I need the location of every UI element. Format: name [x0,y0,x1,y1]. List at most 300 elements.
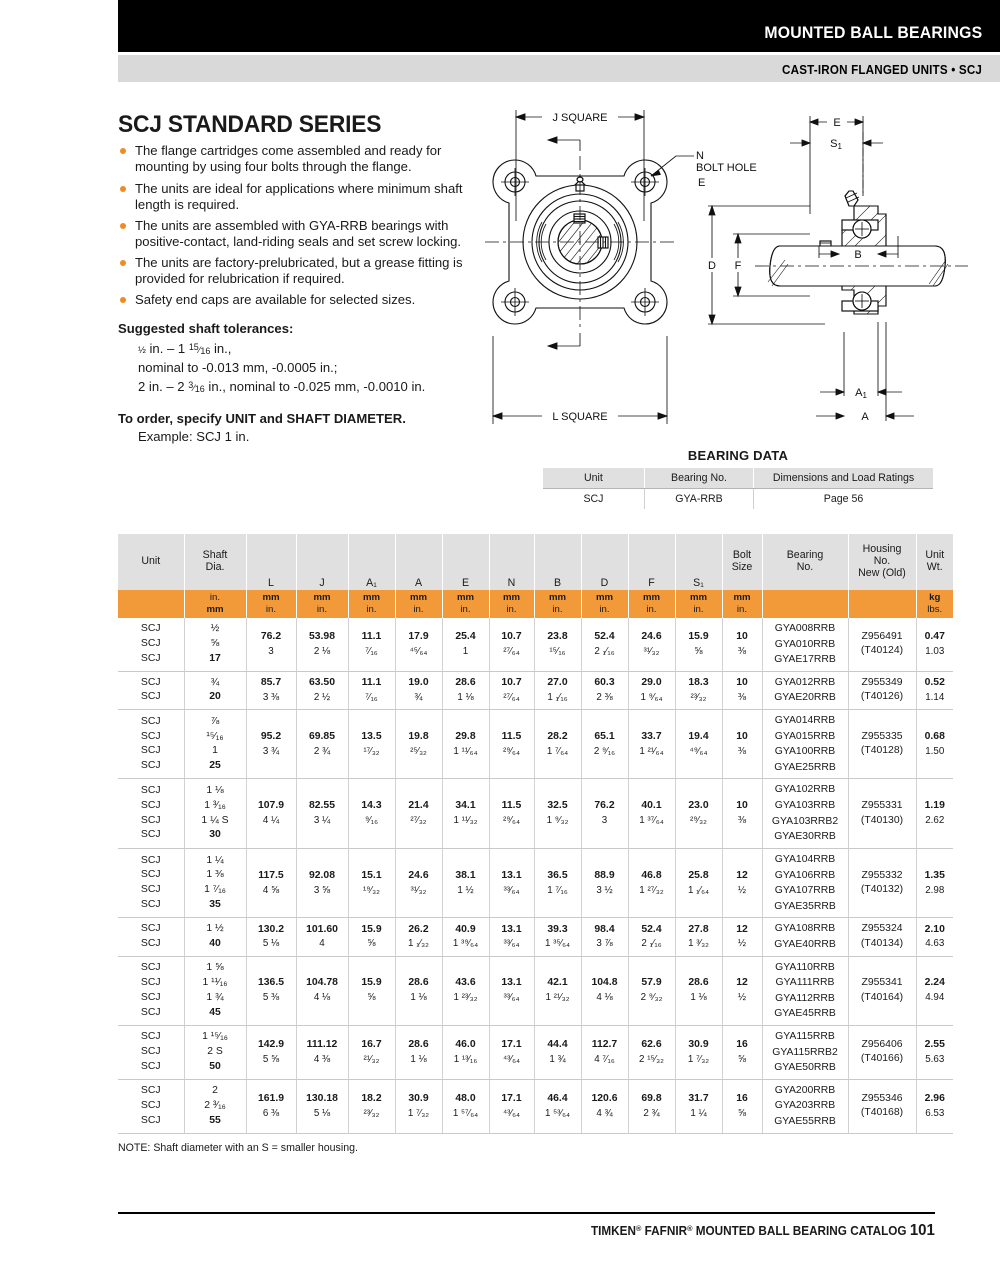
value-in: ²⁷⁄₆₄ [503,691,520,703]
housing-number: (T40164) [860,991,904,1003]
value-mm: 28.6 [688,977,709,989]
cell-unit [118,848,184,917]
value-mm: 57.9 [641,977,662,989]
cell-bearing-no [762,956,848,1025]
bearing-number: GYA115RRB2 [772,1046,838,1058]
value-in: 3 [268,645,274,657]
order-heading: To order, specify UNIT and SHAFT DIAMETER. [118,410,406,426]
bearing-number: GYA008RRB [774,623,836,634]
cell-housing-no [848,1026,916,1080]
shaft-dia-value: 1 ⅜ [206,869,224,881]
cell-dim-F [628,918,675,956]
value-in: 1 ⅛ [690,992,707,1004]
value-mm: 101.60 [306,923,338,935]
value-mm: 60.3 [594,677,615,689]
cell-dim-L [246,1026,296,1080]
cell-bolt-size [722,1079,762,1133]
unit-label: SCJ [140,977,161,989]
value-in: ⁴⁹⁄₆₄ [689,745,708,757]
value-in: 4 ¾ [596,1107,613,1119]
shaft-dia-value: ¹⁵⁄₁₆ [206,730,224,742]
cell-dim-B [534,671,581,709]
th-dim-A1: A₁ [348,534,395,590]
cell-dim-N [489,779,534,848]
th-bearing-no [762,534,848,590]
value-in: 2 ¾ [643,1107,660,1119]
value-in: 5 ⅜ [262,992,280,1004]
list-item: The units are factory-prelubricated, but a grease fitting is provided for relubrication if required. [118,255,488,287]
cell-shaft-dia [184,956,246,1025]
table-note: NOTE: Shaft diameter with an S = smaller housing. [118,1141,358,1154]
cell-unit [118,1026,184,1080]
shaft-dia-value: 55 [209,1114,221,1126]
housing-number: (T40124) [860,645,904,657]
value-mm: 10.7 [501,677,522,689]
unit-label: SCJ [140,884,161,896]
value-in: 4 [319,938,325,950]
th-bearing-no-l1: Bearing [786,549,824,562]
value-mm: 10 [736,631,748,643]
value-mm: 98.4 [594,923,615,935]
cell-unit-weight [916,779,953,848]
th-dim-N: N [489,534,534,590]
cell-dim-A [395,1026,442,1080]
unit-label: SCJ [140,991,161,1003]
value-mm: 15.9 [361,923,382,935]
cell-dim-A [395,848,442,917]
table-row [118,956,953,1025]
value-in: 1 ₁⁄₆₄ [687,884,710,896]
value-kg: 2.96 [924,1092,945,1104]
th-shaft-dia [184,534,246,590]
cell-dim-D [581,848,628,917]
value-in: 1 ₁⁄₃₂ [408,938,429,950]
list-item: Safety end caps are available for selected sizes. [118,292,488,308]
bearing-number: GYA014RRB [774,715,836,727]
cell-bearing-no [762,779,848,848]
cell-dim-F [628,956,675,1025]
cell-dim-D [581,918,628,956]
value-in: ⅝ [737,1107,747,1119]
unitrow-dim: mm in. [534,590,581,618]
value-kg: 2.24 [924,977,945,989]
value-mm: 88.9 [594,869,615,881]
cell-shaft-dia [184,618,246,671]
cell-housing-no [848,618,916,671]
cell-dim-A1 [348,1079,395,1133]
list-item: The units are assembled with GYA-RRB bearings with positive-contact, land-riding seals and set screw locking. [118,218,488,250]
bearing-number: GYA112RRB [775,992,835,1004]
value-in: 2 ⅜ [596,691,613,703]
cell-dim-S1 [675,956,722,1025]
value-in: ½ [737,884,747,896]
bearing-number: GYAE55RRB [774,1116,836,1128]
cell-bolt-size [722,956,762,1025]
cell-unit [118,1079,184,1133]
unit-label: SCJ [140,1060,161,1072]
bearing-number: GYA010RRB [774,638,836,650]
cell-dim-D [581,779,628,848]
cell-shaft-dia [184,1026,246,1080]
cell-dim-S1 [675,918,722,956]
cell-unit [118,956,184,1025]
shaft-dia-value: 50 [209,1060,221,1072]
value-lbs: 1.14 [925,691,945,703]
cell-unit-weight [916,956,953,1025]
cell-bearing-no [762,1079,848,1133]
shaft-dia-value: ¾ [210,676,220,688]
cell-dim-E [442,956,489,1025]
value-mm: 28.6 [408,977,429,989]
shaft-dia-value: 35 [209,898,221,910]
table-row [118,618,953,671]
value-mm: 111.12 [306,1039,338,1051]
label-bolt-hole: BOLT HOLE [696,162,757,174]
unit-label: SCJ [140,799,161,811]
intro-section [118,112,488,444]
value-mm: 28.2 [547,730,568,742]
value-mm: 104.78 [306,977,338,989]
value-mm: 33.7 [641,730,662,742]
cell-dim-A1 [348,671,395,709]
value-mm: 76.2 [594,800,615,812]
value-in: 1 ¹¹⁄₆₄ [453,745,478,757]
cell-dim-L [246,671,296,709]
value-in: 2 ¾ [313,745,331,757]
cell-unit-weight [916,671,953,709]
cell-dim-S1 [675,779,722,848]
value-mm: 14.3 [361,800,382,812]
value-in: 1 ⁷⁄₃₂ [407,1107,430,1119]
cell-unit-weight [916,918,953,956]
cell-dim-A [395,710,442,779]
value-lbs: 1.50 [925,745,945,757]
cell-dim-A1 [348,779,395,848]
value-mm: 48.0 [455,1092,476,1104]
cell-dim-L [246,779,296,848]
value-mm: 12 [736,977,748,989]
housing-number: (T40126) [860,691,904,703]
table-row [118,1026,953,1080]
value-mm: 92.08 [308,869,335,881]
table-row [118,918,953,956]
unit-label: SCJ [140,1046,161,1058]
cell-dim-S1 [675,848,722,917]
value-in: 4 ⁷⁄₁₆ [594,1053,615,1065]
housing-number: (T40128) [860,745,904,757]
housing-number: (T40132) [860,884,904,896]
value-mm: 25.8 [688,869,709,881]
cell-unit [118,779,184,848]
cell-dim-F [628,848,675,917]
value-mm: 23.8 [547,631,568,643]
cell-dim-D [581,1026,628,1080]
value-in: 1 ²³⁄₃₂ [453,992,478,1004]
value-mm: 11.5 [501,730,522,742]
label-n: N [696,150,704,162]
cell-dim-S1 [675,671,722,709]
bd-cell-unit: SCJ [543,489,644,510]
value-in: ²⁹⁄₆₄ [502,815,521,827]
value-mm: 69.85 [308,730,335,742]
value-mm: 13.1 [501,869,522,881]
shaft-dia-value: 1 ⅝ [206,962,224,974]
bearing-data-block [543,448,933,509]
bearing-number: GYAE40RRB [774,938,836,950]
bearing-number: GYA203RRB [774,1100,836,1112]
value-in: 1 [462,645,469,657]
value-mm: 11.1 [361,677,382,689]
bearing-number: GYA106RRB [774,869,836,881]
value-kg: 0.68 [924,730,945,742]
set-screw-right [598,237,608,248]
value-mm: 34.1 [455,800,476,812]
value-mm: 13.5 [361,730,382,742]
cell-dim-A1 [348,918,395,956]
bearing-number: GYA115RRB [775,1031,835,1043]
bearing-number: GYA107RRB [774,885,836,897]
label-a: A [861,411,869,423]
housing-number: (T40130) [860,814,904,826]
value-mm: 10.7 [501,631,522,643]
th-unit-wt [916,534,953,590]
shaft-dia-value: 1 ¹¹⁄₁₆ [202,977,228,989]
cell-dim-J [296,671,348,709]
value-mm: 161.9 [257,1092,284,1104]
unitrow-blank-housing [848,590,916,618]
cell-dim-E [442,779,489,848]
cell-shaft-dia [184,671,246,709]
value-in: ⁷⁄₁₆ [365,691,378,703]
cell-dim-D [581,956,628,1025]
value-mm: 18.2 [361,1092,382,1104]
value-in: ½ [737,992,747,1004]
value-in: 2 ½ [313,691,331,703]
unit-label: SCJ [140,760,161,772]
cell-dim-D [581,710,628,779]
cell-dim-F [628,1079,675,1133]
unit-label: SCJ [140,1085,161,1097]
value-in: 1 ⅛ [457,691,474,703]
bearing-number: GYA015RRB [774,730,836,742]
value-mm: 52.4 [641,923,662,935]
cell-housing-no [848,710,916,779]
order-example: Example: SCJ 1 in. [138,428,250,444]
value-mm: 24.6 [408,869,429,881]
value-lbs: 2.98 [925,884,945,896]
unit-label: SCJ [140,676,161,688]
housing-number: Z955331 [861,800,903,812]
cell-unit-weight [916,618,953,671]
cell-bearing-no [762,671,848,709]
registered-icon: ® [636,1224,642,1234]
feature-bullet-list [118,143,488,308]
bd-header-dimensions: Dimensions and Load Ratings [754,468,933,489]
bearing-number: GYA111RRB [775,977,835,989]
value-kg: 1.19 [924,800,945,812]
cell-bearing-no [762,1026,848,1080]
table-header-row [543,468,933,489]
page-subheader-bar [118,55,1000,82]
value-in: 4 ⅛ [313,992,331,1004]
cell-unit [118,918,184,956]
label-j-square: J SQUARE [552,112,608,124]
value-mm: 107.9 [257,800,284,812]
cell-dim-B [534,710,581,779]
value-in: 1 ²¹⁄₆₄ [639,745,664,757]
value-in: ⁴⁵⁄₆₄ [409,645,428,657]
cell-dim-S1 [675,618,722,671]
cell-dim-A1 [348,848,395,917]
value-mm: 18.3 [688,677,709,689]
bearing-number: GYAE30RRB [774,831,836,843]
value-mm: 76.2 [260,631,282,643]
value-in: ⁴³⁄₆₄ [502,1107,521,1119]
table-header-row-units [118,590,953,618]
value-in: ²⁷⁄₃₂ [410,815,427,827]
value-mm: 32.5 [547,800,568,812]
value-mm: 16 [736,1092,748,1104]
value-mm: 38.1 [455,869,476,881]
value-mm: 69.8 [641,1092,662,1104]
value-in: 3 ⅞ [596,938,613,950]
cell-unit-weight [916,1079,953,1133]
value-mm: 82.55 [308,800,335,812]
value-in: 3 ¾ [262,745,280,757]
value-in: 2 ⁹⁄₃₂ [640,992,663,1004]
value-mm: 10 [736,800,748,812]
cell-bolt-size [722,779,762,848]
shaft-dia-value: 25 [209,760,221,772]
unit-label: SCJ [140,745,161,757]
page-header-bar [118,0,1000,52]
unit-label: SCJ [140,854,161,866]
value-in: 6 ⅜ [262,1107,280,1119]
cell-dim-F [628,618,675,671]
cell-dim-B [534,779,581,848]
th-shaft-dia-l2: Dia. [205,561,225,573]
label-d: D [708,260,716,272]
housing-number: Z955335 [861,730,903,742]
value-mm: 104.8 [591,977,618,989]
cell-dim-A [395,671,442,709]
table-row [118,779,953,848]
cell-dim-F [628,1026,675,1080]
cell-dim-D [581,618,628,671]
footer-brand-1: TIMKEN [591,1224,637,1238]
value-mm: 142.9 [257,1039,284,1051]
value-in: 4 ⅝ [262,884,280,896]
shaft-dia-value: 20 [209,691,221,703]
cell-shaft-dia [184,779,246,848]
th-dim-L: L [246,534,296,590]
cell-dim-A [395,1079,442,1133]
cell-bolt-size [722,618,762,671]
cell-dim-A1 [348,956,395,1025]
value-in: ⅝ [694,645,703,657]
value-in: ¹⁹⁄₃₂ [363,884,380,896]
table-row [118,848,953,917]
cell-dim-F [628,710,675,779]
value-mm: 85.7 [260,677,282,689]
value-in: ½ [737,938,747,950]
value-mm: 46.8 [641,869,662,881]
cell-shaft-dia [184,918,246,956]
value-mm: 130.18 [306,1092,338,1104]
bearing-number: GYA104RRB [774,853,836,865]
cell-unit-weight [916,710,953,779]
cell-dim-B [534,918,581,956]
value-mm: 44.4 [547,1039,568,1051]
value-mm: 42.1 [547,977,568,989]
value-in: 1 ³⁵⁄₆₄ [544,938,571,950]
tolerance-heading: Suggested shaft tolerances: [118,320,294,336]
cell-dim-S1 [675,710,722,779]
value-in: ⅝ [367,938,376,950]
value-mm: 36.5 [547,869,568,881]
unitrow-dim: mm in. [246,590,296,618]
th-shaft-dia-l1: Shaft [202,549,228,562]
cell-dim-A1 [348,618,395,671]
shaft-dia-value: 30 [209,829,221,841]
value-in: 5 ⅛ [262,938,280,950]
cell-dim-B [534,848,581,917]
value-lbs: 2.62 [925,815,945,827]
value-mm: 12 [736,869,748,881]
bearing-number: GYAE25RRB [774,761,836,773]
bearing-number: GYA100RRB [774,746,836,758]
cell-dim-E [442,1079,489,1133]
value-mm: 29.8 [455,730,476,742]
value-in: 1 ²¹⁄₃₂ [545,992,570,1004]
value-in: 1 ⁷⁄₁₆ [547,884,568,896]
value-mm: 46.0 [455,1039,476,1051]
value-mm: 16 [736,1039,748,1051]
value-mm: 53.98 [308,631,335,643]
shaft-dia-value: 1 ⁷⁄₁₆ [204,884,226,896]
unitrow-wt: kg lbs. [916,590,953,618]
dimensions-table [118,534,953,1134]
value-mm: 28.6 [408,1039,429,1051]
shaft-dia-value: 2 [212,1085,218,1097]
value-mm: 11.1 [361,631,382,643]
th-housing-no-l3: New (Old) [858,566,906,579]
th-housing-no-l1: Housing [862,543,902,556]
technical-drawings [480,96,985,446]
value-in: ²¹⁄₃₂ [363,1053,380,1065]
value-in: 2 ¹⁵⁄₃₂ [639,1053,664,1065]
value-in: ³¹⁄₃₂ [643,645,660,657]
value-in: ⅜ [737,645,747,657]
value-mm: 12 [736,923,748,935]
label-f: F [734,260,742,272]
cell-dim-S1 [675,1026,722,1080]
value-mm: 17.1 [501,1039,522,1051]
value-in: 3 ½ [596,884,613,896]
value-in: 2 ₁⁄₁₆ [641,938,662,950]
cell-unit-weight [916,848,953,917]
value-in: ²⁹⁄₆₄ [502,745,521,757]
cell-bearing-no [762,618,848,671]
bd-cell-page-ref: Page 56 [823,493,864,505]
cell-dim-A1 [348,1026,395,1080]
th-dim-B: B [534,534,581,590]
value-in: 5 ⅝ [262,1053,280,1065]
value-lbs: 6.53 [925,1107,945,1119]
cell-housing-no [848,956,916,1025]
bearing-number: GYA012RRB [774,676,836,688]
label-e-left: E [698,177,706,189]
